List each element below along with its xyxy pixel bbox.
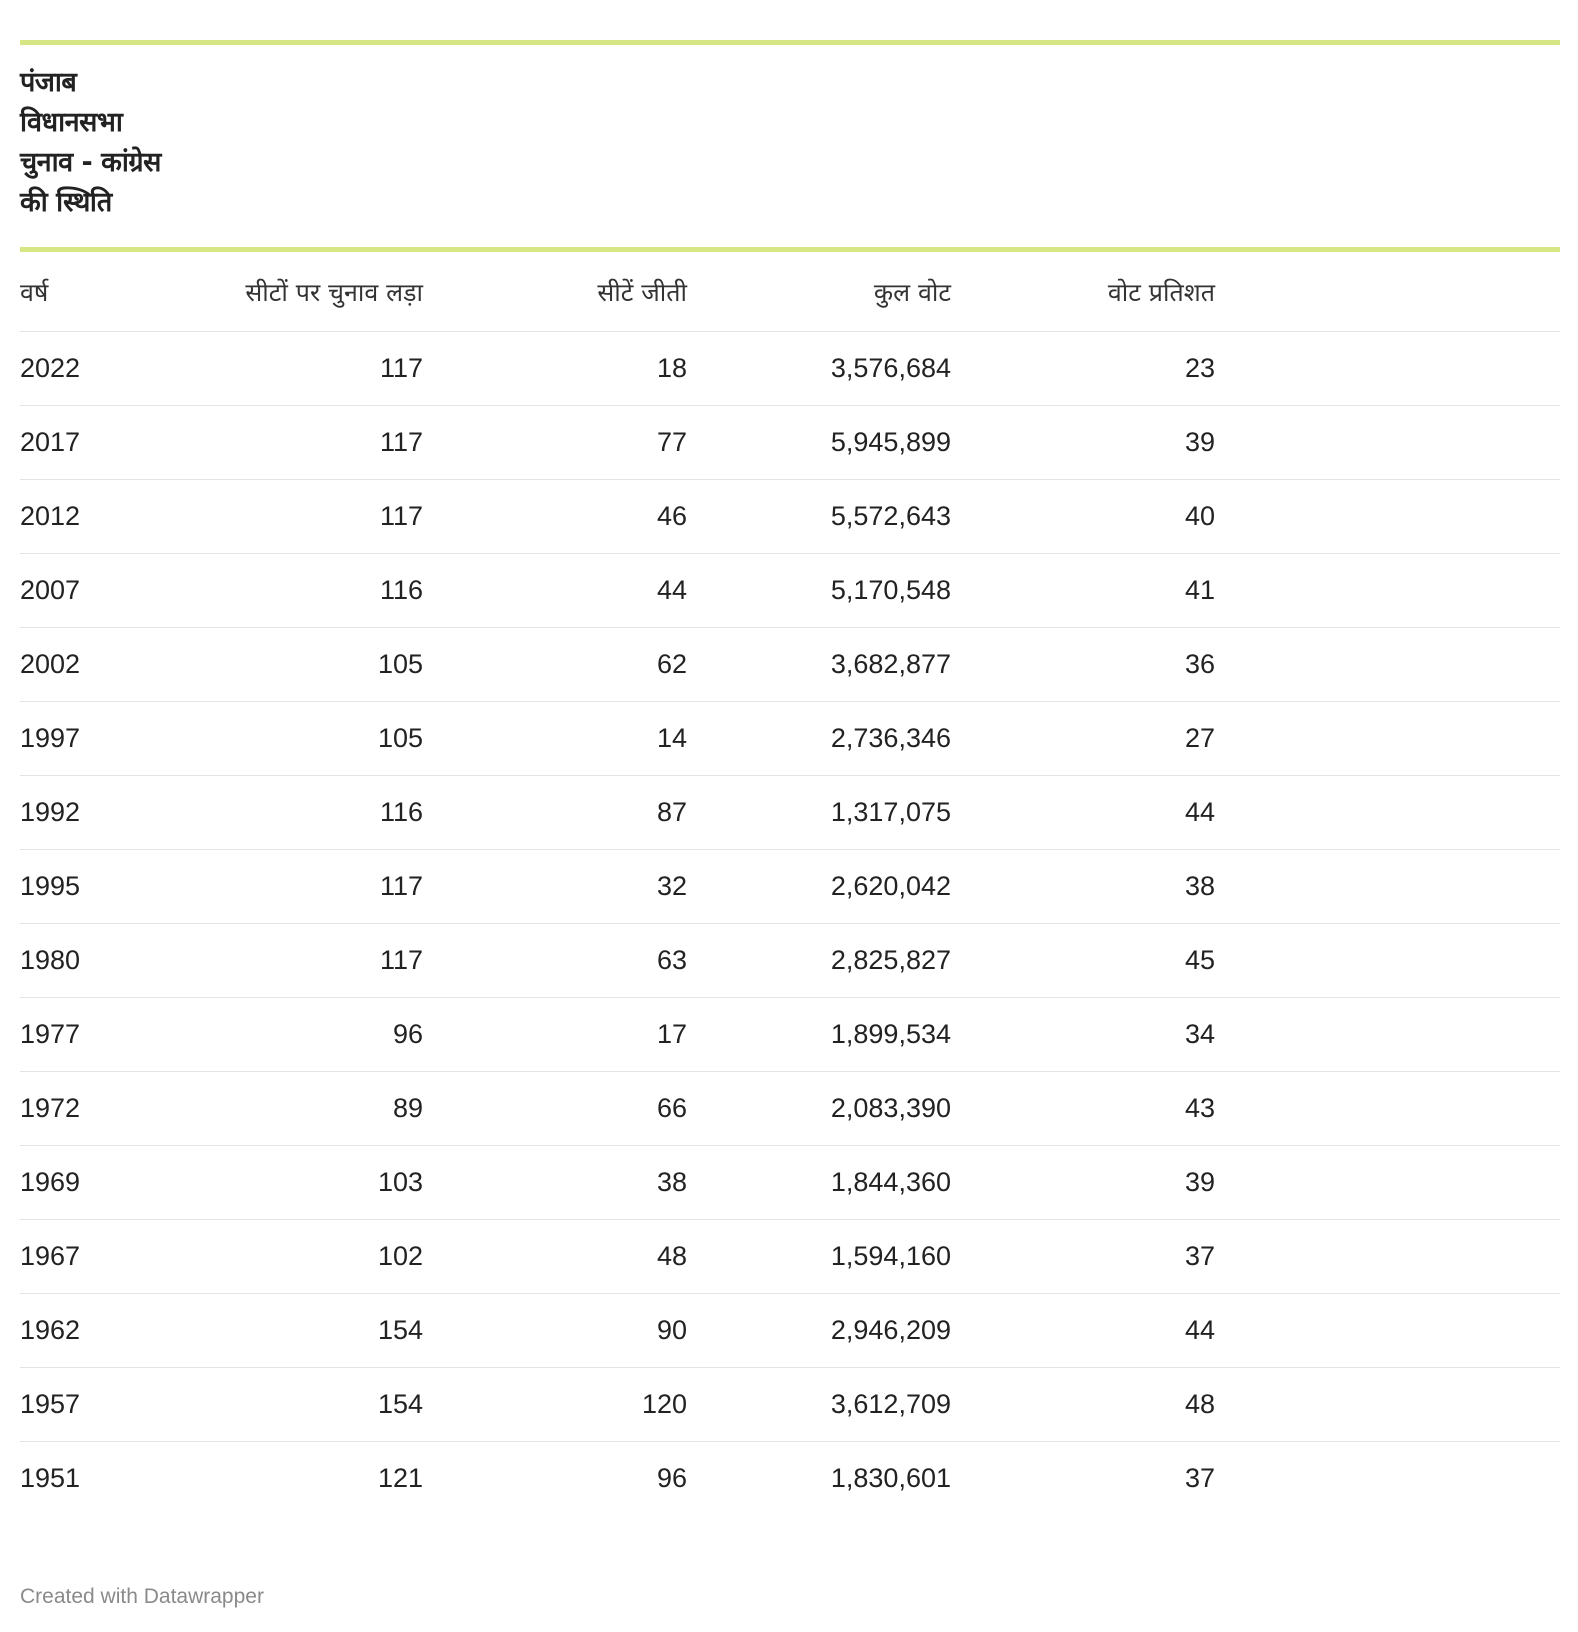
cell-seats-won: 120 [423, 1368, 687, 1442]
cell-spacer [1215, 1220, 1560, 1294]
cell-year: 1972 [20, 1072, 110, 1146]
cell-spacer [1215, 998, 1560, 1072]
cell-year: 1995 [20, 850, 110, 924]
cell-seats-won: 17 [423, 998, 687, 1072]
cell-spacer [1215, 1368, 1560, 1442]
cell-vote-percent: 40 [951, 480, 1215, 554]
table-row [20, 628, 1560, 702]
table-body [20, 332, 1560, 1516]
table-row [20, 1146, 1560, 1220]
table-row [20, 480, 1560, 554]
header-row [20, 252, 1560, 332]
cell-total-votes: 2,946,209 [687, 1294, 951, 1368]
cell-total-votes: 2,083,390 [687, 1072, 951, 1146]
cell-spacer [1215, 1294, 1560, 1368]
cell-total-votes: 2,825,827 [687, 924, 951, 998]
cell-seats-won: 87 [423, 776, 687, 850]
table-row [20, 1442, 1560, 1516]
column-header-total-votes[interactable]: कुल वोट [687, 252, 951, 332]
cell-seats-contested: 117 [110, 480, 423, 554]
cell-spacer [1215, 1442, 1560, 1516]
cell-seats-contested: 89 [110, 1072, 423, 1146]
data-table [20, 252, 1560, 1515]
cell-total-votes: 3,576,684 [687, 332, 951, 406]
cell-year: 2002 [20, 628, 110, 702]
cell-vote-percent: 44 [951, 1294, 1215, 1368]
cell-seats-contested: 154 [110, 1294, 423, 1368]
cell-seats-contested: 96 [110, 998, 423, 1072]
table-row [20, 776, 1560, 850]
cell-vote-percent: 36 [951, 628, 1215, 702]
cell-vote-percent: 39 [951, 406, 1215, 480]
cell-vote-percent: 38 [951, 850, 1215, 924]
cell-vote-percent: 27 [951, 702, 1215, 776]
cell-seats-won: 66 [423, 1072, 687, 1146]
cell-seats-won: 14 [423, 702, 687, 776]
cell-spacer [1215, 850, 1560, 924]
cell-seats-won: 38 [423, 1146, 687, 1220]
cell-spacer [1215, 480, 1560, 554]
cell-seats-contested: 116 [110, 554, 423, 628]
cell-total-votes: 2,620,042 [687, 850, 951, 924]
cell-total-votes: 1,844,360 [687, 1146, 951, 1220]
table-row [20, 1368, 1560, 1442]
cell-spacer [1215, 332, 1560, 406]
footer-credit[interactable]: Created with Datawrapper [20, 1585, 264, 1608]
cell-vote-percent: 43 [951, 1072, 1215, 1146]
cell-vote-percent: 39 [951, 1146, 1215, 1220]
cell-seats-won: 77 [423, 406, 687, 480]
cell-seats-won: 46 [423, 480, 687, 554]
cell-year: 1969 [20, 1146, 110, 1220]
cell-year: 1997 [20, 702, 110, 776]
cell-seats-contested: 117 [110, 332, 423, 406]
cell-vote-percent: 48 [951, 1368, 1215, 1442]
table-row [20, 850, 1560, 924]
cell-year: 2017 [20, 406, 110, 480]
table-row [20, 998, 1560, 1072]
table-row [20, 924, 1560, 998]
cell-seats-contested: 105 [110, 702, 423, 776]
cell-seats-contested: 121 [377, 1463, 423, 1493]
cell-vote-percent: 23 [951, 332, 1215, 406]
table-row [20, 1220, 1560, 1294]
column-header-year[interactable]: वर्ष [20, 252, 110, 332]
column-header-vote-percent[interactable]: वोट प्रतिशत [951, 252, 1215, 332]
cell-seats-won: 62 [423, 628, 687, 702]
cell-spacer [1215, 776, 1560, 850]
cell-spacer [1215, 628, 1560, 702]
cell-year: 1992 [20, 776, 110, 850]
cell-year: 1962 [20, 1294, 110, 1368]
table-row [20, 332, 1560, 406]
cell-spacer [1215, 924, 1560, 998]
cell-total-votes: 1,899,534 [687, 998, 951, 1072]
cell-spacer [1215, 554, 1560, 628]
cell-seats-won: 44 [423, 554, 687, 628]
cell-year: 1980 [20, 924, 110, 998]
cell-year: 1967 [20, 1220, 110, 1294]
column-header-seats-contested[interactable]: सीटों पर चुनाव लड़ा [110, 252, 423, 332]
cell-total-votes: 5,572,643 [687, 480, 951, 554]
cell-seats-won: 48 [423, 1220, 687, 1294]
cell-vote-percent: 45 [951, 924, 1215, 998]
cell-year: 1957 [20, 1368, 110, 1442]
cell-total-votes: 5,945,899 [687, 406, 951, 480]
cell-vote-percent: 37 [951, 1220, 1215, 1294]
cell-total-votes: 5,170,548 [687, 554, 951, 628]
table-row [20, 1294, 1560, 1368]
cell-vote-percent: 44 [951, 776, 1215, 850]
cell-vote-percent: 37 [1184, 1463, 1215, 1493]
cell-year: 1977 [20, 998, 110, 1072]
cell-year: 2012 [20, 480, 110, 554]
chart-container [20, 40, 1560, 1515]
cell-total-votes: 2,736,346 [687, 702, 951, 776]
cell-seats-won: 18 [423, 332, 687, 406]
cell-total-votes: 1,830,601 [830, 1463, 951, 1493]
cell-spacer [1215, 1072, 1560, 1146]
cell-seats-won: 32 [423, 850, 687, 924]
cell-seats-won: 63 [423, 924, 687, 998]
column-header-seats-won[interactable]: सीटें जीती [423, 252, 687, 332]
chart-title: पंजाब विधानसभा चुनाव - कांग्रेस की स्थिति [20, 67, 161, 218]
cell-total-votes: 1,594,160 [687, 1220, 951, 1294]
cell-spacer [1215, 1146, 1560, 1220]
cell-total-votes: 1,317,075 [687, 776, 951, 850]
cell-spacer [1215, 702, 1560, 776]
cell-spacer [1215, 406, 1560, 480]
cell-seats-contested: 102 [110, 1220, 423, 1294]
cell-vote-percent: 34 [951, 998, 1215, 1072]
cell-vote-percent: 41 [951, 554, 1215, 628]
cell-total-votes: 3,612,709 [687, 1368, 951, 1442]
cell-seats-contested: 117 [110, 850, 423, 924]
cell-seats-contested: 105 [110, 628, 423, 702]
cell-seats-won: 90 [423, 1294, 687, 1368]
cell-year: 2022 [20, 332, 110, 406]
cell-seats-won: 96 [656, 1463, 687, 1493]
cell-seats-contested: 116 [110, 776, 423, 850]
cell-seats-contested: 103 [110, 1146, 423, 1220]
cell-year: 2007 [20, 554, 110, 628]
table-row [20, 702, 1560, 776]
cell-seats-contested: 154 [110, 1368, 423, 1442]
cell-year: 1951 [20, 1463, 81, 1493]
cell-total-votes: 3,682,877 [687, 628, 951, 702]
column-header-spacer [1215, 252, 1560, 332]
table-row [20, 1072, 1560, 1146]
table-row [20, 554, 1560, 628]
top-rule [20, 40, 1560, 45]
cell-seats-contested: 117 [110, 406, 423, 480]
table-row [20, 406, 1560, 480]
cell-seats-contested: 117 [110, 924, 423, 998]
